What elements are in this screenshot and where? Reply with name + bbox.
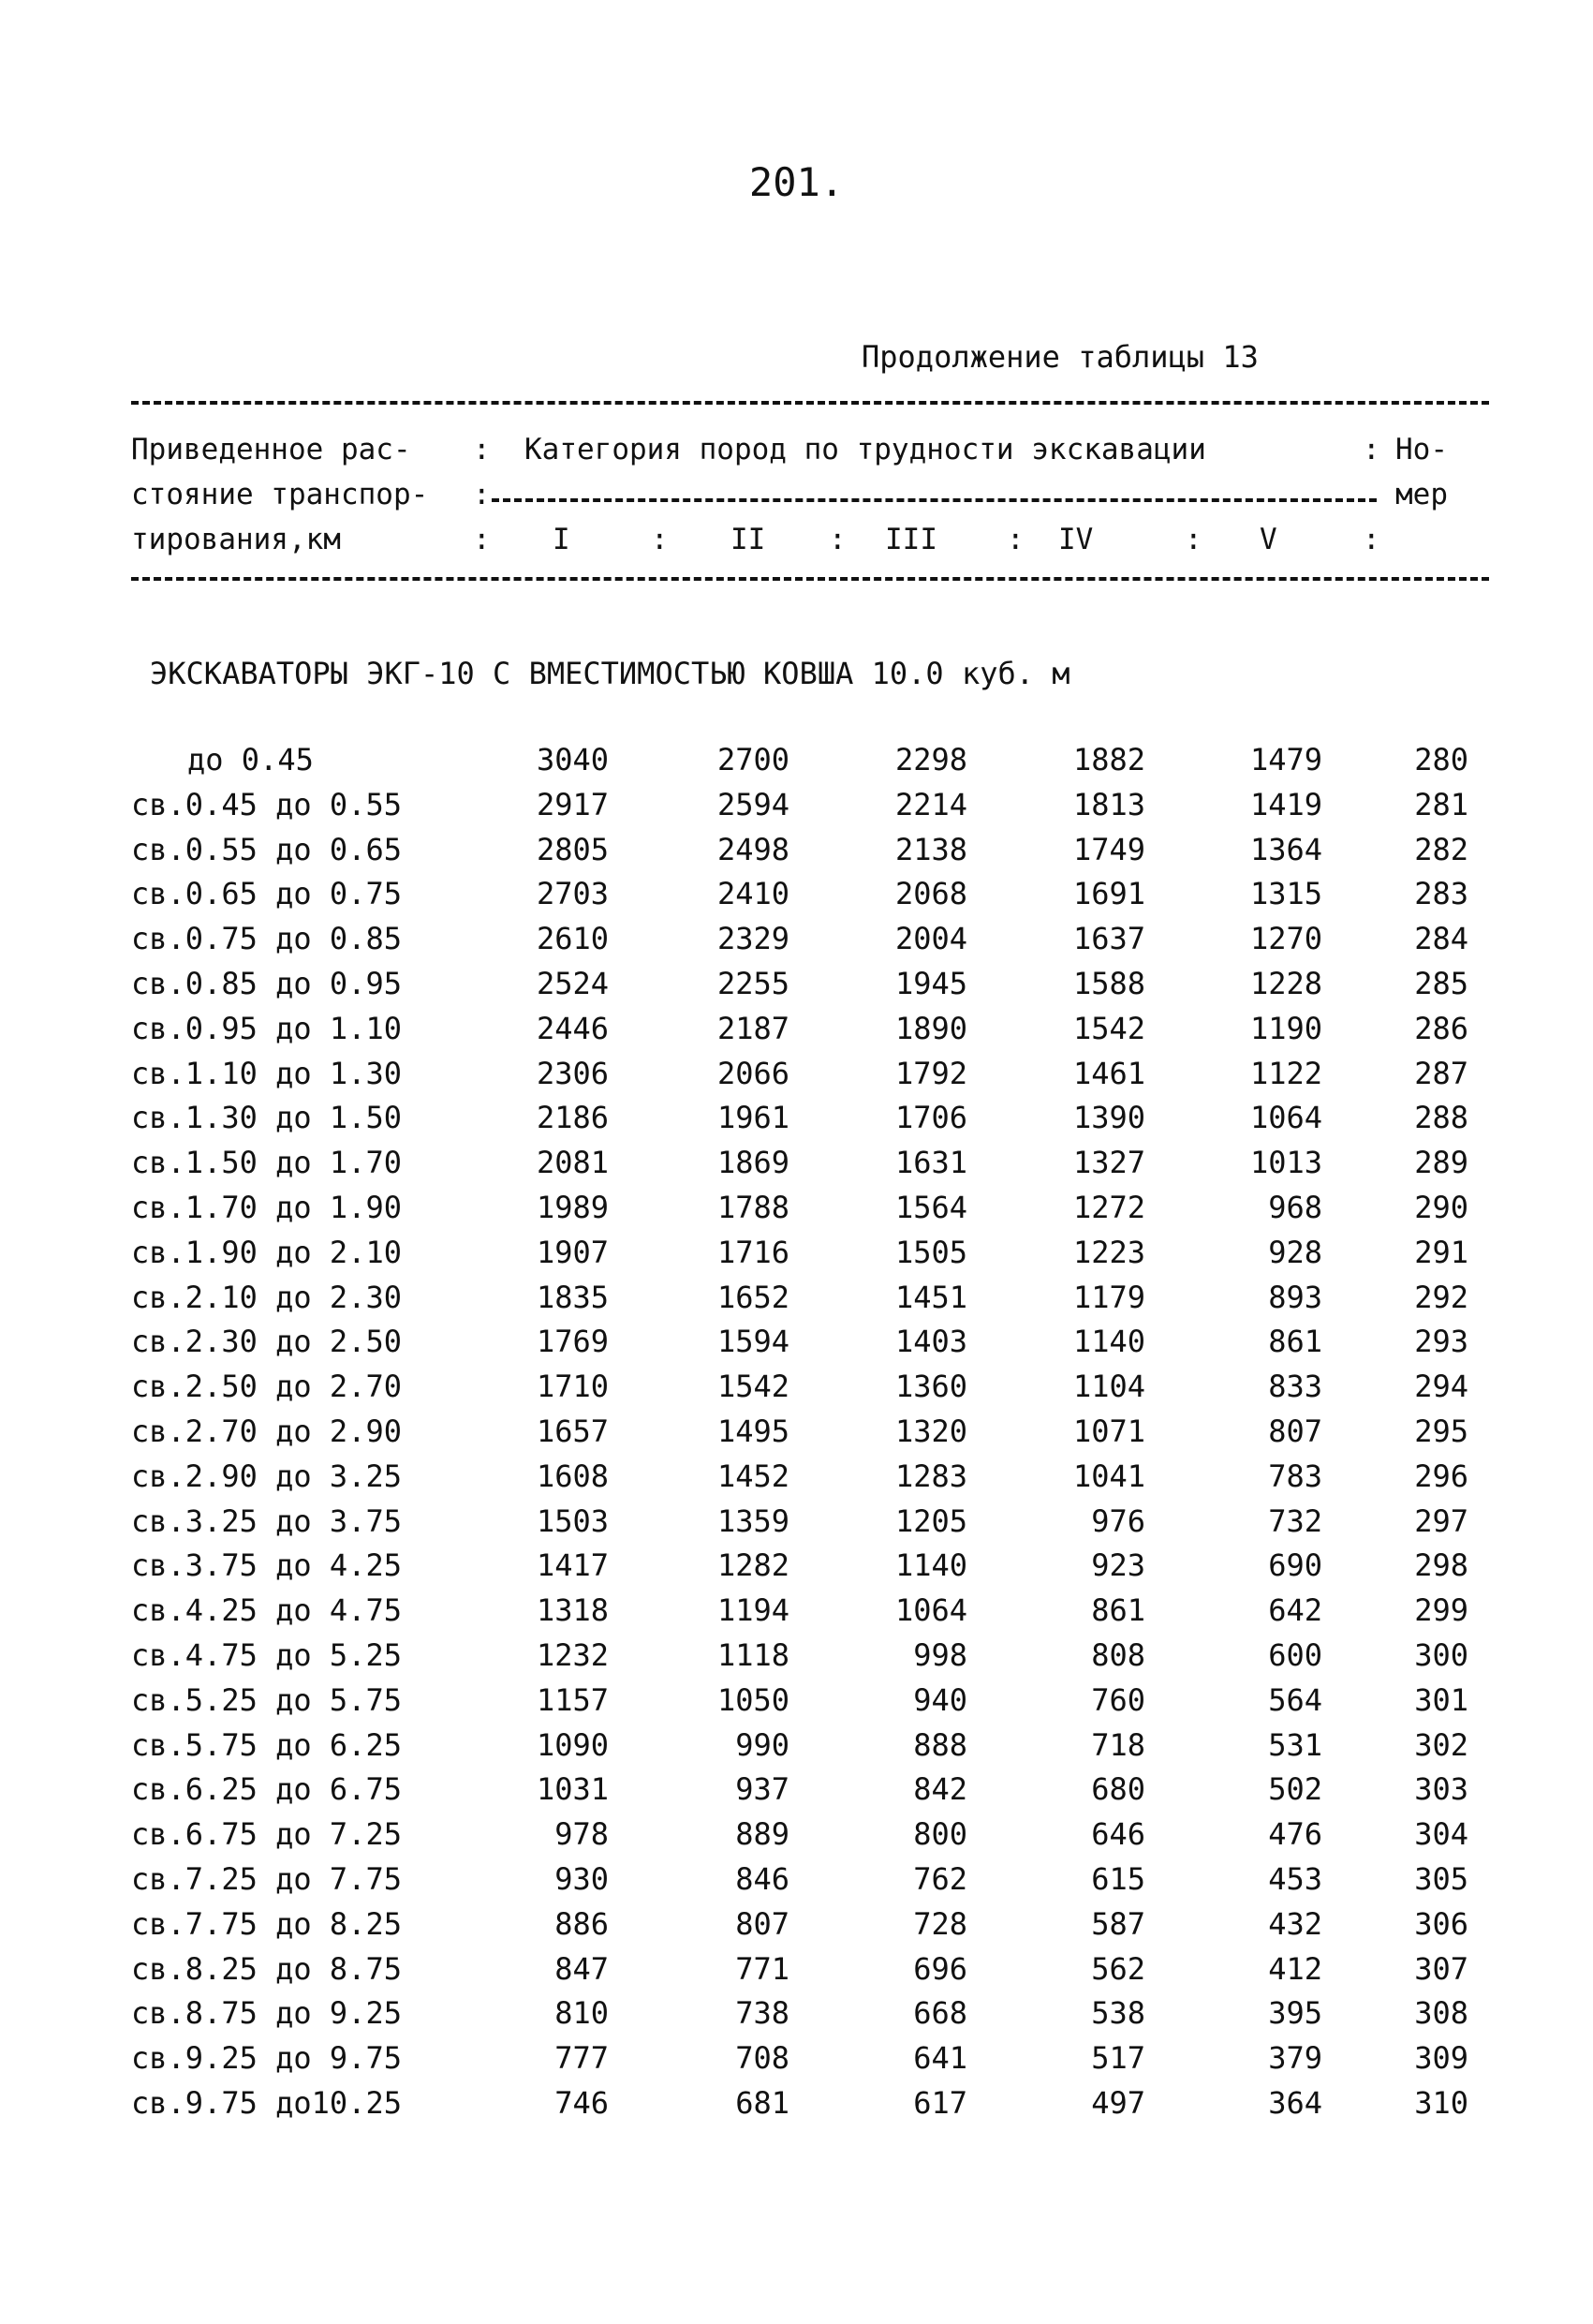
row-value-cat-4: 808 <box>1091 1637 1145 1673</box>
row-value-cat-1: 847 <box>554 1950 609 1987</box>
row-value-cat-1: 777 <box>554 2040 609 2077</box>
row-value-cat-4: 680 <box>1091 1771 1145 1808</box>
row-value-cat-5: 600 <box>1268 1637 1322 1673</box>
row-range: св.5.25 до 5.75 <box>131 1681 402 1718</box>
header-mid-rule <box>492 498 1377 502</box>
row-value-cat-5: 783 <box>1268 1458 1322 1494</box>
row-value-cat-4: 615 <box>1091 1861 1145 1897</box>
row-value-cat-3: 2068 <box>894 876 967 912</box>
row-value-cat-2: 937 <box>735 1771 789 1808</box>
row-range: св.3.25 до 3.75 <box>131 1502 402 1539</box>
row-number: 284 <box>1414 921 1468 957</box>
row-value-cat-3: 888 <box>913 1726 967 1763</box>
row-value-cat-1: 1710 <box>536 1369 609 1405</box>
row-number: 280 <box>1414 742 1468 777</box>
header-sep: : <box>1185 523 1202 556</box>
header-category-I: I <box>553 523 570 556</box>
row-value-cat-3: 2214 <box>894 786 967 822</box>
row-value-cat-5: 893 <box>1268 1279 1322 1315</box>
row-range: св.0.85 до 0.95 <box>131 966 402 1001</box>
row-value-cat-4: 1637 <box>1072 921 1145 957</box>
header-sep: : <box>829 523 847 556</box>
page-number: 201. <box>748 159 845 205</box>
row-range: св.7.25 до 7.75 <box>131 1861 402 1897</box>
row-value-cat-1: 2524 <box>536 966 609 1001</box>
row-value-cat-3: 1451 <box>894 1279 967 1315</box>
row-value-cat-1: 1417 <box>536 1547 609 1584</box>
row-value-cat-5: 1064 <box>1249 1100 1322 1136</box>
row-range: св.9.25 до 9.75 <box>131 2040 402 2077</box>
row-range: до 0.45 <box>187 742 314 777</box>
row-value-cat-4: 1071 <box>1072 1414 1145 1449</box>
row-value-cat-3: 2004 <box>894 921 967 957</box>
row-number: 299 <box>1414 1592 1468 1629</box>
row-value-cat-3: 998 <box>913 1637 967 1673</box>
row-value-cat-4: 1882 <box>1072 742 1145 777</box>
header-col1-line2: стояние транспор- <box>131 478 429 511</box>
row-range: св.3.75 до 4.25 <box>131 1547 402 1584</box>
row-value-cat-1: 2610 <box>536 921 609 957</box>
row-value-cat-3: 842 <box>913 1771 967 1808</box>
row-value-cat-5: 476 <box>1268 1816 1322 1853</box>
header-top-rule <box>131 401 1489 405</box>
row-value-cat-5: 1419 <box>1249 786 1322 822</box>
row-value-cat-1: 1907 <box>536 1234 609 1270</box>
row-value-cat-5: 1228 <box>1249 966 1322 1001</box>
row-number: 303 <box>1414 1771 1468 1808</box>
header-sep: : <box>473 523 491 556</box>
row-value-cat-1: 2186 <box>536 1100 609 1136</box>
header-number-line2: мер <box>1395 478 1448 511</box>
row-range: св.0.55 до 0.65 <box>131 831 402 867</box>
row-number: 298 <box>1414 1547 1468 1584</box>
row-value-cat-2: 1495 <box>716 1414 789 1449</box>
row-value-cat-3: 696 <box>913 1950 967 1987</box>
row-value-cat-1: 978 <box>554 1816 609 1853</box>
row-value-cat-4: 562 <box>1091 1950 1145 1987</box>
row-value-cat-5: 412 <box>1268 1950 1322 1987</box>
row-number: 286 <box>1414 1010 1468 1046</box>
row-range: св.8.25 до 8.75 <box>131 1950 402 1987</box>
row-range: св.1.50 до 1.70 <box>131 1145 402 1181</box>
row-value-cat-2: 889 <box>735 1816 789 1853</box>
row-value-cat-3: 617 <box>913 2085 967 2121</box>
row-range: св.2.90 до 3.25 <box>131 1458 402 1494</box>
row-value-cat-1: 1318 <box>536 1592 609 1629</box>
row-value-cat-4: 1104 <box>1072 1369 1145 1405</box>
row-value-cat-5: 531 <box>1268 1726 1322 1763</box>
row-value-cat-5: 564 <box>1268 1681 1322 1718</box>
row-value-cat-1: 930 <box>554 1861 609 1897</box>
row-range: св.0.95 до 1.10 <box>131 1010 402 1046</box>
row-value-cat-2: 771 <box>735 1950 789 1987</box>
row-range: св.4.25 до 4.75 <box>131 1592 402 1629</box>
header-number-line1: Но- <box>1395 433 1448 466</box>
row-number: 307 <box>1414 1950 1468 1987</box>
row-value-cat-1: 1835 <box>536 1279 609 1315</box>
row-value-cat-3: 940 <box>913 1681 967 1718</box>
row-range: св.0.75 до 0.85 <box>131 921 402 957</box>
header-category: Категория пород по трудности экскавации <box>524 433 1206 466</box>
section-title: ЭКСКАВАТОРЫ ЭКГ-10 С ВМЕСТИМОСТЬЮ КОВША 10.0 куб. м <box>150 656 1070 691</box>
row-value-cat-2: 2410 <box>716 876 789 912</box>
row-value-cat-2: 1716 <box>716 1234 789 1270</box>
row-value-cat-3: 1631 <box>894 1145 967 1181</box>
header-col1-line3: тирования,км <box>131 523 341 556</box>
row-number: 290 <box>1414 1190 1468 1225</box>
row-value-cat-2: 2255 <box>716 966 789 1001</box>
row-value-cat-1: 2306 <box>536 1055 609 1091</box>
row-value-cat-5: 1270 <box>1249 921 1322 957</box>
row-range: св.1.30 до 1.50 <box>131 1100 402 1136</box>
row-value-cat-4: 976 <box>1091 1502 1145 1539</box>
row-value-cat-1: 2081 <box>536 1145 609 1181</box>
row-value-cat-3: 1706 <box>894 1100 967 1136</box>
row-number: 292 <box>1414 1279 1468 1315</box>
row-value-cat-5: 1122 <box>1249 1055 1322 1091</box>
header-col1-line1: Приведенное рас- <box>131 433 411 466</box>
row-number: 300 <box>1414 1637 1468 1673</box>
row-value-cat-3: 1945 <box>894 966 967 1001</box>
header-sep: : <box>1007 523 1025 556</box>
row-number: 306 <box>1414 1905 1468 1942</box>
row-range: св.0.65 до 0.75 <box>131 876 402 912</box>
table-continuation-label: Продолжение таблицы 13 <box>862 339 1259 375</box>
row-value-cat-5: 833 <box>1268 1369 1322 1405</box>
row-number: 288 <box>1414 1100 1468 1136</box>
header-bottom-rule <box>131 577 1489 581</box>
row-value-cat-4: 861 <box>1091 1592 1145 1629</box>
row-number: 294 <box>1414 1369 1468 1405</box>
row-range: св.9.75 до10.25 <box>131 2085 402 2121</box>
header-sep: : <box>1363 523 1380 556</box>
row-number: 289 <box>1414 1145 1468 1181</box>
row-value-cat-2: 1359 <box>716 1502 789 1539</box>
row-value-cat-1: 1657 <box>536 1414 609 1449</box>
row-value-cat-4: 587 <box>1091 1905 1145 1942</box>
row-number: 295 <box>1414 1414 1468 1449</box>
row-value-cat-5: 1479 <box>1249 742 1322 777</box>
row-value-cat-2: 2329 <box>716 921 789 957</box>
row-value-cat-5: 642 <box>1268 1592 1322 1629</box>
row-value-cat-2: 1652 <box>716 1279 789 1315</box>
row-value-cat-3: 641 <box>913 2040 967 2077</box>
row-value-cat-1: 1090 <box>536 1726 609 1763</box>
row-range: св.1.90 до 2.10 <box>131 1234 402 1270</box>
row-number: 305 <box>1414 1861 1468 1897</box>
row-value-cat-5: 732 <box>1268 1502 1322 1539</box>
row-range: св.5.75 до 6.25 <box>131 1726 402 1763</box>
row-number: 302 <box>1414 1726 1468 1763</box>
row-range: св.1.70 до 1.90 <box>131 1190 402 1225</box>
row-value-cat-3: 762 <box>913 1861 967 1897</box>
row-value-cat-5: 1315 <box>1249 876 1322 912</box>
row-value-cat-5: 502 <box>1268 1771 1322 1808</box>
row-value-cat-3: 1320 <box>894 1414 967 1449</box>
header-category-III: III <box>885 523 937 556</box>
row-value-cat-3: 1792 <box>894 1055 967 1091</box>
row-value-cat-1: 3040 <box>536 742 609 777</box>
row-value-cat-1: 1608 <box>536 1458 609 1494</box>
row-number: 304 <box>1414 1816 1468 1853</box>
row-value-cat-3: 1283 <box>894 1458 967 1494</box>
row-value-cat-4: 1813 <box>1072 786 1145 822</box>
row-number: 301 <box>1414 1681 1468 1718</box>
row-value-cat-2: 1118 <box>716 1637 789 1673</box>
row-value-cat-4: 1461 <box>1072 1055 1145 1091</box>
row-value-cat-2: 1594 <box>716 1324 789 1360</box>
row-value-cat-2: 1050 <box>716 1681 789 1718</box>
row-number: 287 <box>1414 1055 1468 1091</box>
row-value-cat-5: 1013 <box>1249 1145 1322 1181</box>
row-value-cat-1: 746 <box>554 2085 609 2121</box>
row-value-cat-5: 968 <box>1268 1190 1322 1225</box>
row-value-cat-3: 1505 <box>894 1234 967 1270</box>
header-sep: : <box>473 478 491 511</box>
row-value-cat-1: 1769 <box>536 1324 609 1360</box>
row-number: 296 <box>1414 1458 1468 1494</box>
row-value-cat-1: 2917 <box>536 786 609 822</box>
row-number: 281 <box>1414 786 1468 822</box>
row-range: св.2.30 до 2.50 <box>131 1324 402 1360</box>
row-value-cat-3: 668 <box>913 1995 967 2032</box>
row-value-cat-2: 2066 <box>716 1055 789 1091</box>
row-range: св.2.70 до 2.90 <box>131 1414 402 1449</box>
row-range: св.0.45 до 0.55 <box>131 786 402 822</box>
row-number: 285 <box>1414 966 1468 1001</box>
row-value-cat-2: 1542 <box>716 1369 789 1405</box>
row-number: 293 <box>1414 1324 1468 1360</box>
row-value-cat-3: 2298 <box>894 742 967 777</box>
row-value-cat-2: 1194 <box>716 1592 789 1629</box>
row-value-cat-3: 1403 <box>894 1324 967 1360</box>
row-value-cat-4: 538 <box>1091 1995 1145 2032</box>
header-category-II: II <box>730 523 766 556</box>
row-value-cat-1: 886 <box>554 1905 609 1942</box>
row-value-cat-2: 681 <box>735 2085 789 2121</box>
row-value-cat-2: 1282 <box>716 1547 789 1584</box>
row-value-cat-5: 928 <box>1268 1234 1322 1270</box>
row-value-cat-2: 2498 <box>716 831 789 867</box>
row-value-cat-4: 1272 <box>1072 1190 1145 1225</box>
row-value-cat-3: 1064 <box>894 1592 967 1629</box>
row-number: 309 <box>1414 2040 1468 2077</box>
row-value-cat-2: 807 <box>735 1905 789 1942</box>
row-number: 308 <box>1414 1995 1468 2032</box>
row-value-cat-5: 395 <box>1268 1995 1322 2032</box>
row-value-cat-2: 1452 <box>716 1458 789 1494</box>
row-value-cat-4: 1223 <box>1072 1234 1145 1270</box>
row-value-cat-1: 1989 <box>536 1190 609 1225</box>
row-value-cat-4: 923 <box>1091 1547 1145 1584</box>
header-sep: : <box>1363 433 1380 466</box>
row-value-cat-4: 646 <box>1091 1816 1145 1853</box>
row-number: 291 <box>1414 1234 1468 1270</box>
row-value-cat-4: 760 <box>1091 1681 1145 1718</box>
row-number: 297 <box>1414 1502 1468 1539</box>
row-value-cat-4: 1041 <box>1072 1458 1145 1494</box>
row-value-cat-3: 1890 <box>894 1010 967 1046</box>
row-number: 283 <box>1414 876 1468 912</box>
row-value-cat-2: 2187 <box>716 1010 789 1046</box>
row-range: св.4.75 до 5.25 <box>131 1637 402 1673</box>
row-value-cat-3: 1564 <box>894 1190 967 1225</box>
row-value-cat-1: 1503 <box>536 1502 609 1539</box>
row-value-cat-1: 1031 <box>536 1771 609 1808</box>
row-value-cat-2: 990 <box>735 1726 789 1763</box>
row-value-cat-5: 861 <box>1268 1324 1322 1360</box>
row-range: св.7.75 до 8.25 <box>131 1905 402 1942</box>
header-sep: : <box>473 433 491 466</box>
row-value-cat-5: 807 <box>1268 1414 1322 1449</box>
row-range: св.6.25 до 6.75 <box>131 1771 402 1808</box>
row-value-cat-4: 1542 <box>1072 1010 1145 1046</box>
row-value-cat-4: 718 <box>1091 1726 1145 1763</box>
row-value-cat-4: 497 <box>1091 2085 1145 2121</box>
row-value-cat-4: 1691 <box>1072 876 1145 912</box>
row-value-cat-5: 432 <box>1268 1905 1322 1942</box>
row-range: св.2.10 до 2.30 <box>131 1279 402 1315</box>
row-value-cat-3: 1205 <box>894 1502 967 1539</box>
row-value-cat-5: 453 <box>1268 1861 1322 1897</box>
row-value-cat-2: 2700 <box>716 742 789 777</box>
row-value-cat-1: 810 <box>554 1995 609 2032</box>
row-value-cat-5: 379 <box>1268 2040 1322 2077</box>
row-value-cat-1: 2703 <box>536 876 609 912</box>
row-value-cat-4: 1179 <box>1072 1279 1145 1315</box>
row-value-cat-2: 738 <box>735 1995 789 2032</box>
row-value-cat-3: 800 <box>913 1816 967 1853</box>
row-value-cat-5: 364 <box>1268 2085 1322 2121</box>
row-value-cat-2: 846 <box>735 1861 789 1897</box>
row-value-cat-4: 1588 <box>1072 966 1145 1001</box>
row-value-cat-3: 2138 <box>894 831 967 867</box>
row-range: св.2.50 до 2.70 <box>131 1369 402 1405</box>
row-value-cat-2: 1869 <box>716 1145 789 1181</box>
row-value-cat-1: 2446 <box>536 1010 609 1046</box>
row-range: св.6.75 до 7.25 <box>131 1816 402 1853</box>
row-value-cat-1: 1157 <box>536 1681 609 1718</box>
row-value-cat-4: 1390 <box>1072 1100 1145 1136</box>
header-sep: : <box>651 523 669 556</box>
row-value-cat-1: 1232 <box>536 1637 609 1673</box>
row-value-cat-2: 1961 <box>716 1100 789 1136</box>
row-value-cat-3: 1360 <box>894 1369 967 1405</box>
row-value-cat-4: 1327 <box>1072 1145 1145 1181</box>
row-value-cat-2: 1788 <box>716 1190 789 1225</box>
row-value-cat-2: 2594 <box>716 786 789 822</box>
header-category-V: V <box>1260 523 1277 556</box>
row-value-cat-3: 1140 <box>894 1547 967 1584</box>
row-value-cat-4: 1749 <box>1072 831 1145 867</box>
row-number: 310 <box>1414 2085 1468 2121</box>
row-value-cat-5: 1190 <box>1249 1010 1322 1046</box>
row-range: св.1.10 до 1.30 <box>131 1055 402 1091</box>
row-value-cat-5: 690 <box>1268 1547 1322 1584</box>
row-range: св.8.75 до 9.25 <box>131 1995 402 2032</box>
header-category-IV: IV <box>1058 523 1094 556</box>
row-value-cat-1: 2805 <box>536 831 609 867</box>
row-value-cat-4: 1140 <box>1072 1324 1145 1360</box>
row-number: 282 <box>1414 831 1468 867</box>
row-value-cat-3: 728 <box>913 1905 967 1942</box>
row-value-cat-2: 708 <box>735 2040 789 2077</box>
row-value-cat-4: 517 <box>1091 2040 1145 2077</box>
row-value-cat-5: 1364 <box>1249 831 1322 867</box>
